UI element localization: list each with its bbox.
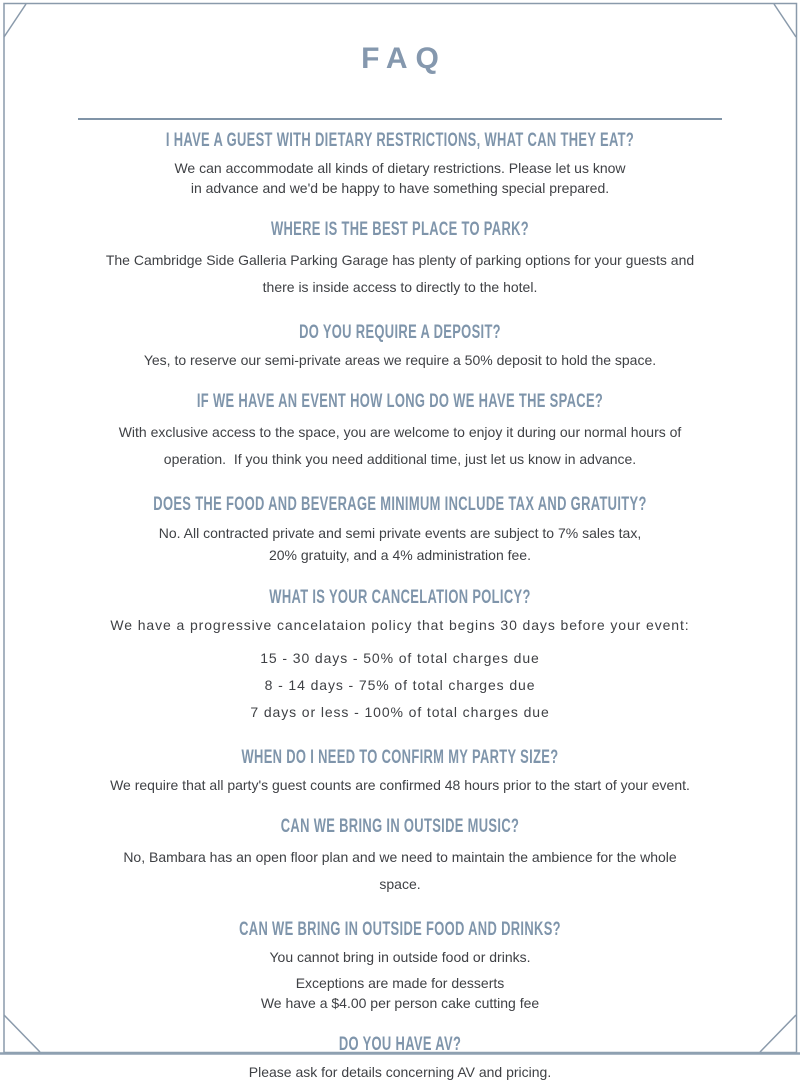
faq-question: CAN WE BRING IN OUTSIDE MUSIC? (280, 816, 520, 837)
answer-line: Please ask for details concerning AV and pricing. (248, 1064, 552, 1080)
answer-line: operation. If you think you need additional time, just let us know in advance. (163, 451, 637, 467)
faq-answer (20, 350, 780, 370)
answer-line: 20% gratuity, and a 4% administration fee. (268, 547, 531, 563)
faq-item (20, 920, 780, 1013)
answer-line: Yes, to reserve our semi-private areas we require a 50% deposit to hold the space. (143, 352, 657, 368)
faq-question: WHERE IS THE BEST PLACE TO PARK? (270, 219, 530, 240)
title-divider (78, 118, 722, 120)
faq-question: WHAT IS YOUR CANCELATION POLICY? (269, 587, 531, 608)
faq-answer (20, 615, 780, 635)
cancelation-policy-list (20, 645, 780, 726)
faq-item (20, 392, 780, 473)
faq-question: CAN WE BRING IN OUTSIDE FOOD AND DRINKS? (239, 919, 561, 940)
faq-item (20, 1035, 780, 1082)
page-title: FAQ (361, 42, 447, 75)
faq-question: DOES THE FOOD AND BEVERAGE MINIMUM INCLUDE TAX AND GRATUITY? (153, 494, 647, 515)
answer-line: You cannot bring in outside food or drinks. (269, 949, 531, 965)
faq-answer (20, 844, 780, 898)
faq-item (20, 817, 780, 898)
answer-line: We have a $4.00 per person cake cutting fee (260, 995, 540, 1011)
faq-item (20, 495, 780, 566)
faq-answer (20, 775, 780, 795)
answer-line: We can accommodate all kinds of dietary restrictions. Please let us know (174, 160, 626, 176)
faq-answer (20, 247, 780, 301)
faq-question: I HAVE A GUEST WITH DIETARY RESTRICTIONS, WHAT CAN THEY EAT? (165, 130, 635, 151)
policy-line: 8 - 14 days - 75% of total charges due (264, 677, 536, 693)
answer-line: The Cambridge Side Galleria Parking Garage has plenty of parking options for your guests and (105, 252, 695, 268)
faq-item (20, 588, 780, 726)
answer-line: We have a progressive cancelataion policy that begins 30 days before your event: (110, 617, 690, 633)
answer-line: We require that all party's guest counts are confirmed 48 hours prior to the start of your event. (110, 777, 690, 793)
faq-item (20, 748, 780, 795)
answer-line: Exceptions are made for desserts (295, 975, 505, 991)
faq-answer (20, 522, 780, 566)
faq-item (20, 220, 780, 301)
answer-line: No, Bambara has an open floor plan and we need to maintain the ambience for the whole (123, 849, 677, 865)
faq-answer (20, 947, 780, 967)
faq-answer-exceptions (20, 973, 780, 1013)
faq-answer (20, 158, 780, 198)
answer-line: With exclusive access to the space, you are welcome to enjoy it during our normal hours of (118, 424, 682, 440)
faq-question: DO YOU REQUIRE A DEPOSIT? (299, 322, 501, 343)
faq-answer (20, 1062, 780, 1082)
answer-line: No. All contracted private and semi private events are subject to 7% sales tax, (158, 525, 642, 541)
faq-item (20, 131, 780, 198)
answer-line: in advance and we'd be happy to have something special prepared. (190, 180, 610, 196)
faq-answer (20, 419, 780, 473)
policy-line: 7 days or less - 100% of total charges due (250, 704, 550, 720)
faq-question: DO YOU HAVE AV? (338, 1034, 462, 1055)
answer-line: there is inside access to directly to the hotel. (262, 279, 538, 295)
faq-content (20, 0, 780, 1082)
answer-line: space. (379, 876, 421, 892)
faq-item (20, 323, 780, 370)
faq-question: WHEN DO I NEED TO CONFIRM MY PARTY SIZE? (241, 747, 559, 768)
faq-question: IF WE HAVE AN EVENT HOW LONG DO WE HAVE THE SPACE? (196, 391, 604, 412)
policy-line: 15 - 30 days - 50% of total charges due (260, 650, 540, 666)
